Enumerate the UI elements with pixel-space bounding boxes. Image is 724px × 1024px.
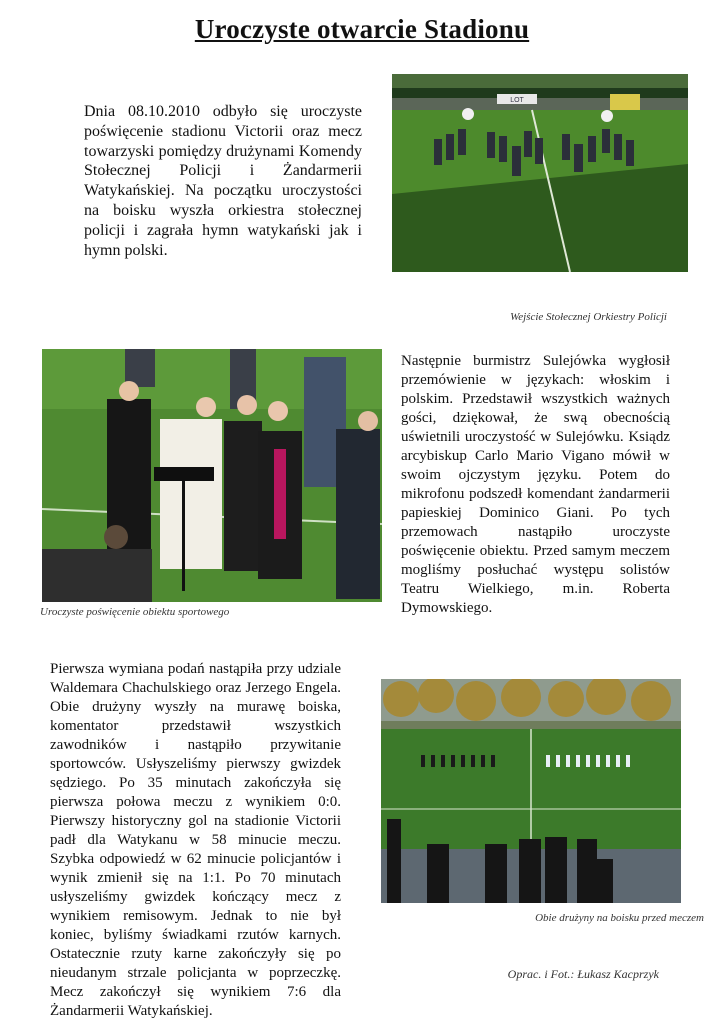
speech-paragraph: Następnie burmistrz Sulejówka wygłosił przemówienie w językach: włoskim i polskim. Przedstawił wszystkich ważnych gości, dziękował, że swą obecnością uświetnili uroczystość w Sulejówku. Ksiądz arcybiskup Carlo Mario Vigano mówił w swoim ojczystym języku. Potem do mikrofonu podszedł komendant żandarmerii papieskiej Dominico Giani. Po tych przemowach nastąpiło uroczyste poświęcenie obiektu. Przed samym meczem mogliśmy posłuchać występu solistów Teatru Wielkiego, m.in. Roberta Dymowskiego. (401, 353, 670, 616)
lot-banner: LOT (510, 97, 524, 104)
orchestra-photo (392, 74, 688, 272)
page-title: Uroczyste otwarcie Stadionu (194, 14, 530, 44)
intro-paragraph: Dnia 08.10.2010 odbyło się uroczyste poświęcenie stadionu Victorii oraz mecz towarzyski pomiędzy drużynami Komendy Stołecznej Policji i Żandarmerii Watykańskiej. Na początku uroczystości na boisku wyszła orkiestra stołecznej policji i zagrała hymn watykański jak i hymn polski. (84, 103, 362, 259)
orchestra-caption: Wejście Stołecznej Orkiestry Policji (510, 311, 667, 323)
match-paragraph: Pierwsza wymiana podań nastąpiła przy udziale Waldemara Chachulskiego oraz Jerzego Engela. Obie drużyny wyszły na murawę boiska, komentator przedstawił wszystkich zawodników i nastąpiło przywitanie sportowców. Usłyszeliśmy pierwszy gwizdek sędziego. Po 35 minutach zakończyła się pierwsza połowa meczu z wynikiem 0:0. Pierwszy historyczny gol na stadionie Victorii padł dla Watykanu w 58 minucie meczu. Szybka odpowiedź w 62 minucie policjantów i wynik zmienił się na 1:1. Po 70 minutach usłyszeliśmy gwizdek kończący mecz z wynikiem remisowym. Jednak to nie był koniec, byliśmy świadkami rzutów karnych. Ostatecznie rzuty karne zakończyły się po nieudanym strzale policjanta w poprzeczkę. Mecz zakończył się wynikiem 7:6 dla Żandarmerii Watykańskiej. (50, 661, 341, 1019)
teams-caption: Obie drużyny na boisku przed meczem (535, 912, 704, 924)
teams-photo (381, 679, 681, 903)
blessing-photo (42, 349, 382, 602)
blessing-caption: Uroczyste poświęcenie obiektu sportowego (40, 606, 230, 618)
author-credit: Oprac. i Fot.: Łukasz Kacprzyk (507, 967, 659, 981)
